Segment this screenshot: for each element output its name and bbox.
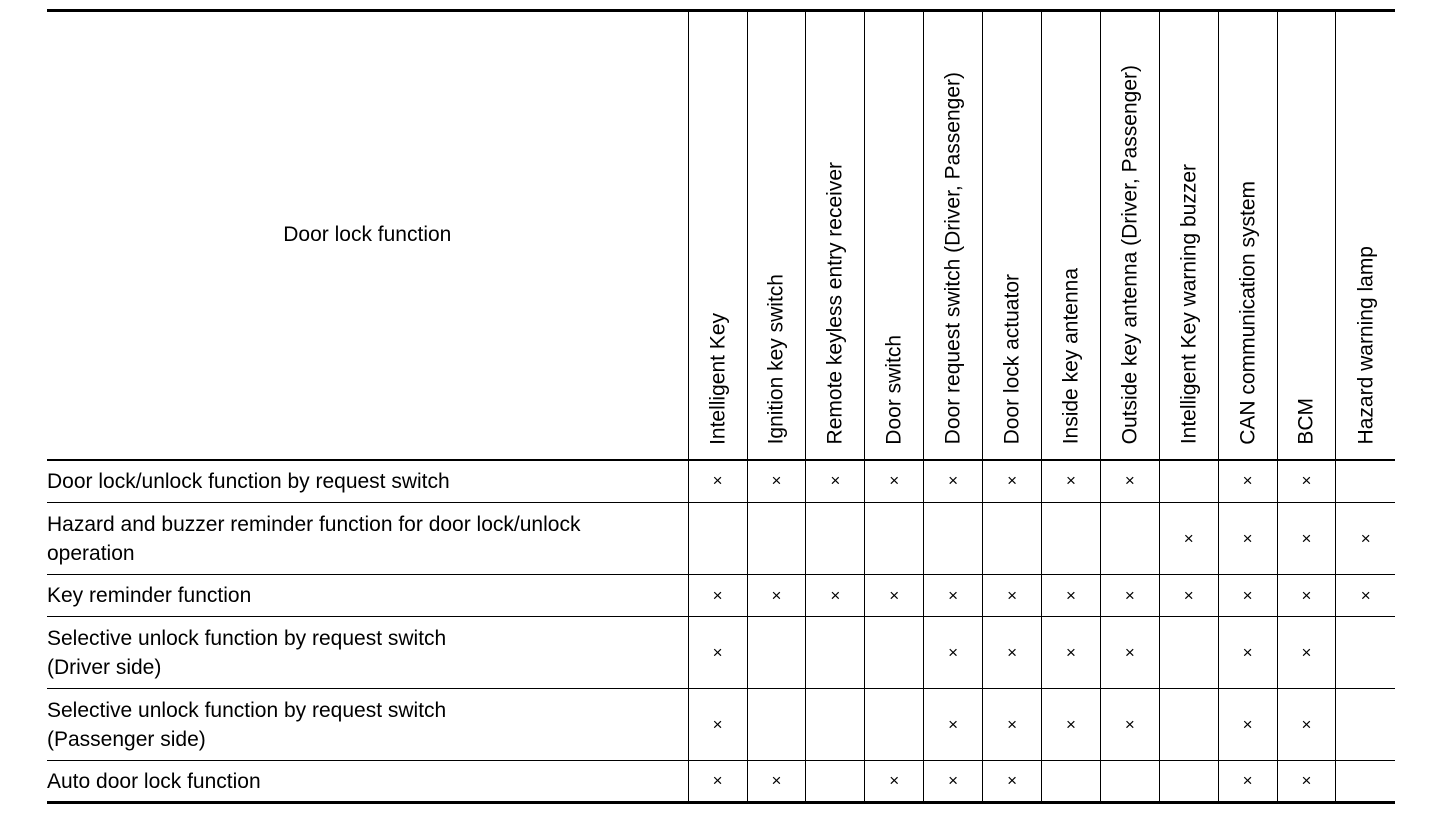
applicable-mark-cell: × <box>1041 689 1100 761</box>
applicable-mark-cell: × <box>1159 575 1218 617</box>
component-header-ignition-key-switch <box>747 11 806 460</box>
function-name-line: Hazard and buzzer reminder function for door lock/unlock <box>47 512 581 536</box>
component-label: Outside key antenna (Driver, Passenger) <box>1118 65 1142 445</box>
applicable-mark-cell: × <box>1218 689 1277 761</box>
applicable-mark-cell: × <box>1218 460 1277 503</box>
applicable-mark-cell: × <box>1041 617 1100 689</box>
component-label: Intelligent Key <box>706 312 730 445</box>
applicable-mark-cell: × <box>1277 503 1336 575</box>
component-header-remote-keyless-entry-receiver <box>806 11 865 460</box>
applicable-mark-cell: × <box>1100 617 1159 689</box>
component-header-bcm <box>1277 11 1336 460</box>
applicable-mark-cell: × <box>806 575 865 617</box>
applicable-mark-cell: × <box>1277 460 1336 503</box>
empty-mark-cell <box>983 503 1042 575</box>
applicable-mark-cell: × <box>1159 503 1218 575</box>
applicable-mark-cell: × <box>1336 503 1395 575</box>
applicable-mark-cell: × <box>1100 575 1159 617</box>
header-row <box>47 11 1395 460</box>
component-label: Door request switch (Driver, Passenger) <box>941 72 965 445</box>
applicable-mark-cell: × <box>1277 617 1336 689</box>
empty-mark-cell <box>1336 460 1395 503</box>
function-name-line: Selective unlock function by request switch <box>47 626 447 650</box>
applicable-mark-cell: × <box>983 460 1042 503</box>
component-label: BCM <box>1294 397 1318 445</box>
applicable-mark-cell: × <box>865 575 924 617</box>
applicable-mark-cell: × <box>924 761 983 803</box>
applicable-mark-cell: × <box>924 460 983 503</box>
function-name-line: Auto door lock function <box>47 769 261 793</box>
table-body <box>47 460 1395 803</box>
empty-mark-cell <box>1336 689 1395 761</box>
component-header-door-switch <box>865 11 924 460</box>
function-column-header: Door lock function <box>47 11 688 460</box>
component-label: Inside key antenna <box>1059 268 1083 445</box>
empty-mark-cell <box>688 503 747 575</box>
applicable-mark-cell: × <box>924 617 983 689</box>
component-header-inside-key-antenna <box>1041 11 1100 460</box>
empty-mark-cell <box>747 689 806 761</box>
applicable-mark-cell: × <box>1277 689 1336 761</box>
empty-mark-cell <box>865 503 924 575</box>
applicable-mark-cell: × <box>983 761 1042 803</box>
applicable-mark-cell: × <box>1218 575 1277 617</box>
empty-mark-cell <box>1159 761 1218 803</box>
table-row <box>47 761 1395 803</box>
function-name-cell <box>47 689 688 761</box>
component-header-hazard-warning-lamp <box>1336 11 1395 460</box>
function-name-line: Selective unlock function by request switch <box>47 698 447 722</box>
applicable-mark-cell: × <box>747 761 806 803</box>
empty-mark-cell <box>806 503 865 575</box>
table-row <box>47 503 1395 575</box>
applicable-mark-cell: × <box>1041 460 1100 503</box>
function-name-cell <box>47 761 688 803</box>
applicable-mark-cell: × <box>688 761 747 803</box>
table-row <box>47 617 1395 689</box>
component-label: Door lock actuator <box>1000 274 1024 445</box>
applicable-mark-cell: × <box>924 689 983 761</box>
function-name-line: (Driver side) <box>47 655 162 679</box>
applicable-mark-cell: × <box>747 575 806 617</box>
empty-mark-cell <box>865 617 924 689</box>
applicable-mark-cell: × <box>688 617 747 689</box>
component-label: Door switch <box>882 334 906 445</box>
empty-mark-cell <box>1041 503 1100 575</box>
applicable-mark-cell: × <box>688 460 747 503</box>
applicable-mark-cell: × <box>983 617 1042 689</box>
applicable-mark-cell: × <box>1100 689 1159 761</box>
component-header-intelligent-key-warning-buzzer <box>1159 11 1218 460</box>
table-row <box>47 460 1395 503</box>
applicable-mark-cell: × <box>1218 503 1277 575</box>
applicable-mark-cell: × <box>688 689 747 761</box>
applicable-mark-cell: × <box>983 575 1042 617</box>
applicable-mark-cell: × <box>1041 575 1100 617</box>
applicable-mark-cell: × <box>1100 460 1159 503</box>
function-name-cell <box>47 575 688 617</box>
empty-mark-cell <box>1159 689 1218 761</box>
applicable-mark-cell: × <box>865 460 924 503</box>
applicable-mark-cell: × <box>865 761 924 803</box>
empty-mark-cell <box>1336 761 1395 803</box>
empty-mark-cell <box>806 617 865 689</box>
empty-mark-cell <box>806 689 865 761</box>
empty-mark-cell <box>1159 460 1218 503</box>
component-header-door-lock-actuator <box>983 11 1042 460</box>
table-row <box>47 575 1395 617</box>
empty-mark-cell <box>1336 617 1395 689</box>
function-name-line: Door lock/unlock function by request switch <box>47 469 450 493</box>
empty-mark-cell <box>806 761 865 803</box>
function-name-cell <box>47 503 688 575</box>
empty-mark-cell <box>1100 503 1159 575</box>
component-label: Ignition key switch <box>764 274 788 445</box>
table-row <box>47 689 1395 761</box>
empty-mark-cell <box>1041 761 1100 803</box>
function-name-line: Key reminder function <box>47 584 252 607</box>
component-label: Remote keyless entry receiver <box>823 162 847 445</box>
empty-mark-cell <box>747 503 806 575</box>
function-name-line: operation <box>47 541 135 565</box>
empty-mark-cell <box>1159 617 1218 689</box>
applicable-mark-cell: × <box>747 460 806 503</box>
component-label: Hazard warning lamp <box>1354 246 1378 445</box>
applicable-mark-cell: × <box>983 689 1042 761</box>
door-lock-function-table <box>47 9 1395 804</box>
applicable-mark-cell: × <box>924 575 983 617</box>
applicable-mark-cell: × <box>806 460 865 503</box>
function-name-cell <box>47 460 688 503</box>
component-header-intelligent-key <box>688 11 747 460</box>
component-header-can-communication-system <box>1218 11 1277 460</box>
function-name-line: (Passenger side) <box>47 727 206 751</box>
applicable-mark-cell: × <box>1277 761 1336 803</box>
function-name-cell <box>47 617 688 689</box>
component-header-door-request-switch <box>924 11 983 460</box>
component-label: CAN communication system <box>1236 180 1260 445</box>
empty-mark-cell <box>924 503 983 575</box>
applicable-mark-cell: × <box>1218 761 1277 803</box>
empty-mark-cell <box>1100 761 1159 803</box>
empty-mark-cell <box>747 617 806 689</box>
component-label: Intelligent Key warning buzzer <box>1177 164 1201 445</box>
applicable-mark-cell: × <box>1336 575 1395 617</box>
applicable-mark-cell: × <box>688 575 747 617</box>
applicable-mark-cell: × <box>1277 575 1336 617</box>
applicable-mark-cell: × <box>1218 617 1277 689</box>
component-header-outside-key-antenna <box>1100 11 1159 460</box>
empty-mark-cell <box>865 689 924 761</box>
